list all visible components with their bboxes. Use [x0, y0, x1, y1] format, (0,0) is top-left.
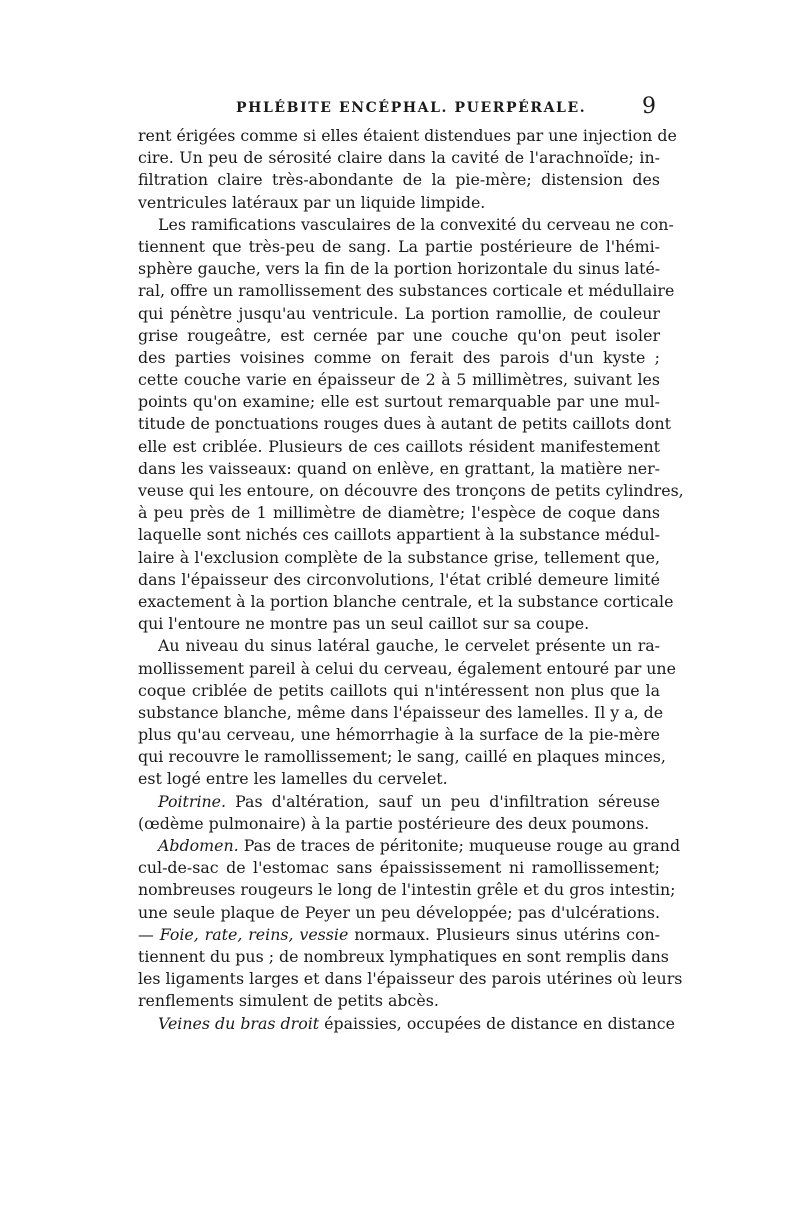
text-line: cul-de-sac de l'estomac sans épaississement ni ramollissement; [138, 858, 660, 878]
page-number: 9 [642, 94, 656, 119]
paragraph-start-line: Poitrine. Pas d'altération, sauf un peu d'infiltration séreuse [158, 791, 660, 811]
text-line: substance blanche, même dans l'épaisseur des lamelles. Il y a, de [138, 702, 664, 722]
text-line: est logé entre les lamelles du cervelet. [138, 769, 448, 789]
section-label: Abdomen. [158, 836, 239, 855]
paragraph-start-line: Veines du bras droit épaissies, occupées de distance en distance [158, 1013, 676, 1033]
text-line: cette couche varie en épaisseur de 2 à 5 millimètres, suivant les [138, 370, 660, 390]
text-line: une seule plaque de Peyer un peu développée; pas d'ulcérations. [138, 902, 660, 922]
running-title: PHLÉBITE ENCÉPHAL. PUERPÉRALE. [236, 100, 587, 116]
text-line: elle est criblée. Plusieurs de ces caillots résident manifestement [138, 436, 660, 456]
text-line: veuse qui les entoure, on découvre des tronçons de petits cylindres, [138, 481, 684, 500]
text-line: plus qu'au cerveau, une hémorrhagie à la surface de la pie-mère [138, 725, 660, 745]
text-line: nombreuses rougeurs le long de l'intestin grêle et du gros intestin; [138, 880, 676, 900]
text-line: exactement à la portion blanche centrale, et la substance corticale [138, 591, 674, 611]
text-line: renflements simulent de petits abcès. [138, 991, 439, 1011]
text-line: qui l'entoure ne montre pas un seul caillot sur sa coupe. [138, 614, 590, 634]
text-line: (œdème pulmonaire) à la partie postérieure des deux poumons. [138, 813, 650, 833]
text-line: sphère gauche, vers la fin de la portion horizontale du sinus laté- [138, 259, 661, 279]
text-line: à peu près de 1 millimètre de diamètre; l'espèce de coque dans [138, 503, 660, 523]
paragraph-start-line: Abdomen. Pas de traces de péritonite; muqueuse rouge au grand [158, 836, 681, 855]
text-line: dans les vaisseaux: quand on enlève, en grattant, la matière ner- [138, 458, 660, 478]
section-label: Foie, rate, reins, vessie [159, 924, 349, 944]
section-label: Poitrine. [158, 791, 227, 811]
text-line: mollissement pareil à celui du cerveau, également entouré par une [138, 658, 676, 678]
text-line: titude de ponctuations rouges dues à autant de petits caillots dont [138, 414, 671, 434]
paragraph-start-line: Les ramifications vasculaires de la convexité du cerveau ne con- [158, 214, 674, 234]
text-line: grise rougeâtre, est cernée par une couche qu'on peut isoler [138, 325, 660, 345]
text-line: laire à l'exclusion complète de la substance grise, tellement que, [138, 547, 660, 567]
text-line: coque criblée de petits caillots qui n'intéressent non plus que la [138, 680, 660, 700]
text-line: tiennent du pus ; de nombreux lymphatiques en sont remplis dans [138, 946, 669, 966]
text-line: points qu'on examine; elle est surtout remarquable par une mul- [138, 392, 660, 412]
text-line: — Foie, rate, reins, vessie normaux. Plusieurs sinus utérins con- [138, 924, 660, 944]
paragraph-start-line: Au niveau du sinus latéral gauche, le cervelet présente un ra- [158, 636, 660, 656]
text-line: laquelle sont nichés ces caillots appartient à la substance médul- [138, 525, 660, 545]
body-text [138, 125, 684, 1035]
text-line: rent érigées comme si elles étaient distendues par une injection de [138, 126, 677, 145]
text-line: qui pénètre jusqu'au ventricule. La portion ramollie, de couleur [138, 303, 660, 323]
text-line: filtration claire très-abondante de la pie-mère; distension des [138, 170, 660, 190]
text-line: cire. Un peu de sérosité claire dans la cavité de l'arachnoïde; in- [138, 148, 660, 168]
text-line: des parties voisines comme on ferait des parois d'un kyste ; [138, 347, 660, 367]
text-line: qui recouvre le ramollissement; le sang, caillé en plaques minces, [138, 747, 666, 767]
text-line: dans l'épaisseur des circonvolutions, l'état criblé demeure limité [138, 569, 660, 589]
text-line: ventricules latéraux par un liquide limpide. [138, 192, 486, 212]
text-line: les ligaments larges et dans l'épaisseur des parois utérines où leurs [138, 969, 683, 989]
page-header [138, 96, 658, 126]
section-label: Veines du bras droit [158, 1013, 320, 1033]
text-line: tiennent que très-peu de sang. La partie postérieure de l'hémi- [138, 236, 660, 256]
text-line: ral, offre un ramollissement des substances corticale et médullaire [138, 281, 675, 301]
